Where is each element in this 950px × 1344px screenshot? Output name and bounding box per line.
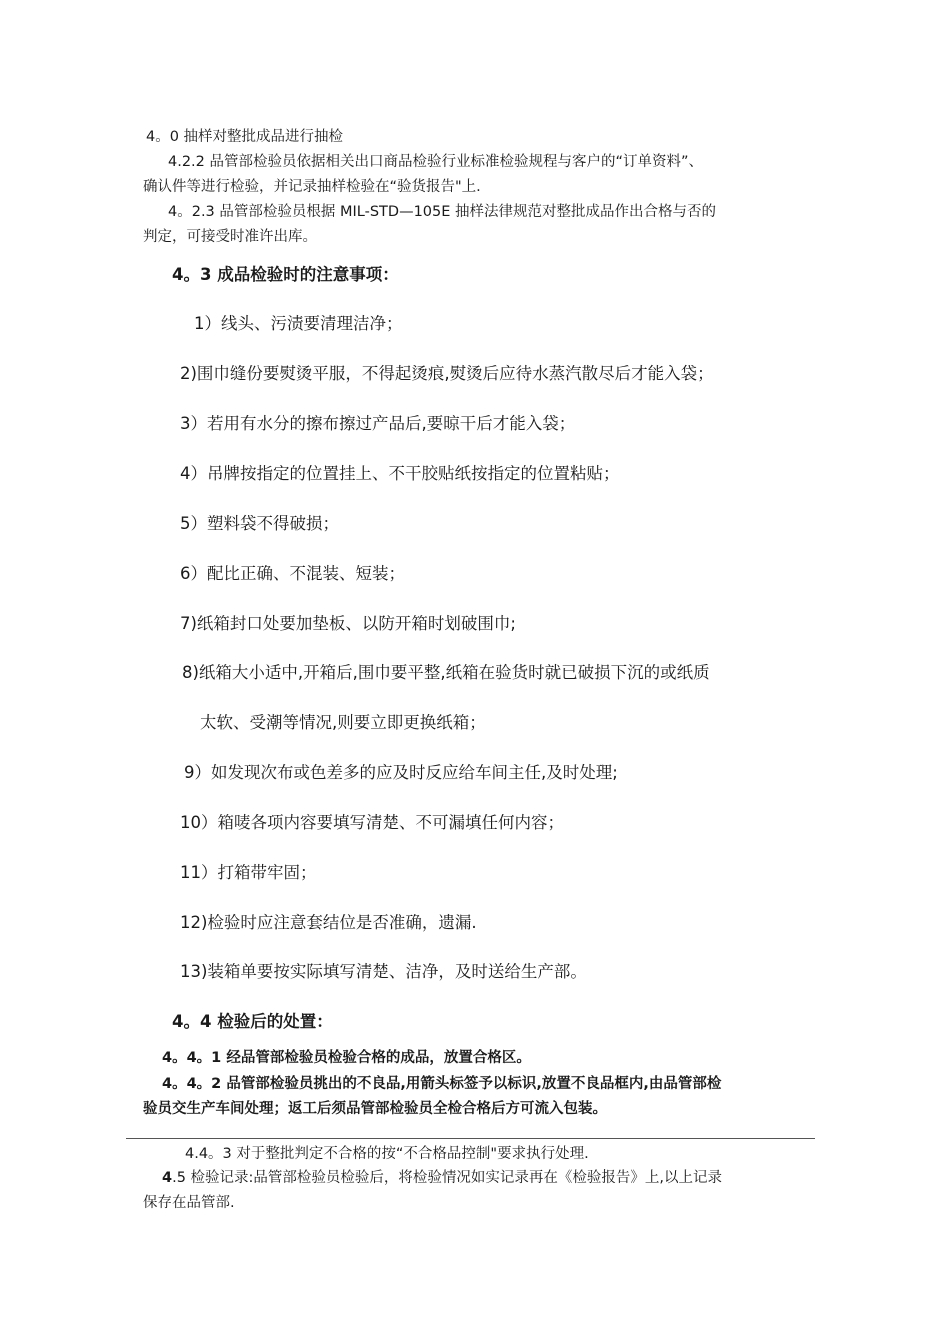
list-item: 10）箱唛各项内容要填写清楚、不可漏填任何内容； (180, 813, 564, 832)
list-item: 11）打箱带牢固； (180, 863, 317, 882)
paragraph-4-2-2-line1: 4.2.2 品管部检验员依据相关出口商品检验行业标准检验规程与客户的“订单资料”、 (168, 154, 704, 170)
list-item: 5）塑料袋不得破损； (180, 514, 339, 533)
paragraph-4-2-3-line1: 4。2.3 品管部检验员根据 MIL-STD—105E 抽样法律规范对整批成品作出合格与否的 (168, 204, 717, 220)
list-item: 3）若用有水分的擦布擦过产品后,要晾干后才能入袋； (180, 414, 576, 433)
horizontal-divider (126, 1138, 815, 1139)
list-item: 1）线头、污渍要清理洁净； (194, 314, 403, 333)
section-4-4-heading: 4。4 检验后的处置： (172, 1012, 333, 1031)
list-item: 7)纸箱封口处要加垫板、以防开箱时划破围巾; (180, 614, 516, 633)
paragraph-4-4-2-line1: 4。4。2 品管部检验员挑出的不良品,用箭头标签予以标识,放置不良品框内,由品管部检 (162, 1076, 722, 1092)
list-item: 6）配比正确、不混装、短装； (180, 564, 405, 583)
list-item: 4）吊牌按指定的位置挂上、不干胶贴纸按指定的位置粘贴； (180, 464, 620, 483)
paragraph-4-2-2-line2: 确认件等进行检验，并记录抽样检验在“验货报告"上. (143, 179, 481, 195)
paragraph-4-5-number: 4 (162, 1170, 173, 1186)
paragraph-4-2-3-line2: 判定，可接受时准许出库。 (143, 229, 317, 245)
paragraph-4-4-1: 4。4。1 经品管部检验员检验合格的成品，放置合格区。 (162, 1050, 531, 1066)
list-item: 13)装箱单要按实际填写清楚、洁净，及时送给生产部。 (180, 962, 587, 981)
section-4-2-0-title: 4。0 抽样对整批成品进行抽检 (146, 129, 344, 145)
list-item: 8)纸箱大小适中,开箱后,围巾要平整,纸箱在验货时就已破损下沉的或纸质 (182, 663, 710, 682)
list-item: 12)检验时应注意套结位是否准确，遗漏. (180, 913, 477, 932)
list-item: 2)围巾缝份要熨烫平服，不得起烫痕,熨烫后应待水蒸汽散尽后才能入袋； (180, 364, 714, 383)
list-item-continuation: 太软、受潮等情况,则要立即更换纸箱； (200, 713, 486, 732)
list-item: 9）如发现次布或色差多的应及时反应给车间主任,及时处理; (184, 763, 618, 782)
section-4-3-heading: 4。3 成品检验时的注意事项： (172, 265, 399, 284)
paragraph-4-5-text: .5 检验记录:品管部检验员检验后，将检验情况如实记录再在《检验报告》上,以上记录 (172, 1170, 723, 1186)
paragraph-4-5-line1 (162, 1166, 722, 1190)
paragraph-4-4-2-line2: 验员交生产车间处理；返工后须品管部检验员全检合格后方可流入包装。 (143, 1101, 607, 1117)
paragraph-4-4-3: 4.4。3 对于整批判定不合格的按“不合格品控制"要求执行处理. (185, 1146, 589, 1162)
paragraph-4-5-line2: 保存在品管部. (143, 1195, 235, 1211)
